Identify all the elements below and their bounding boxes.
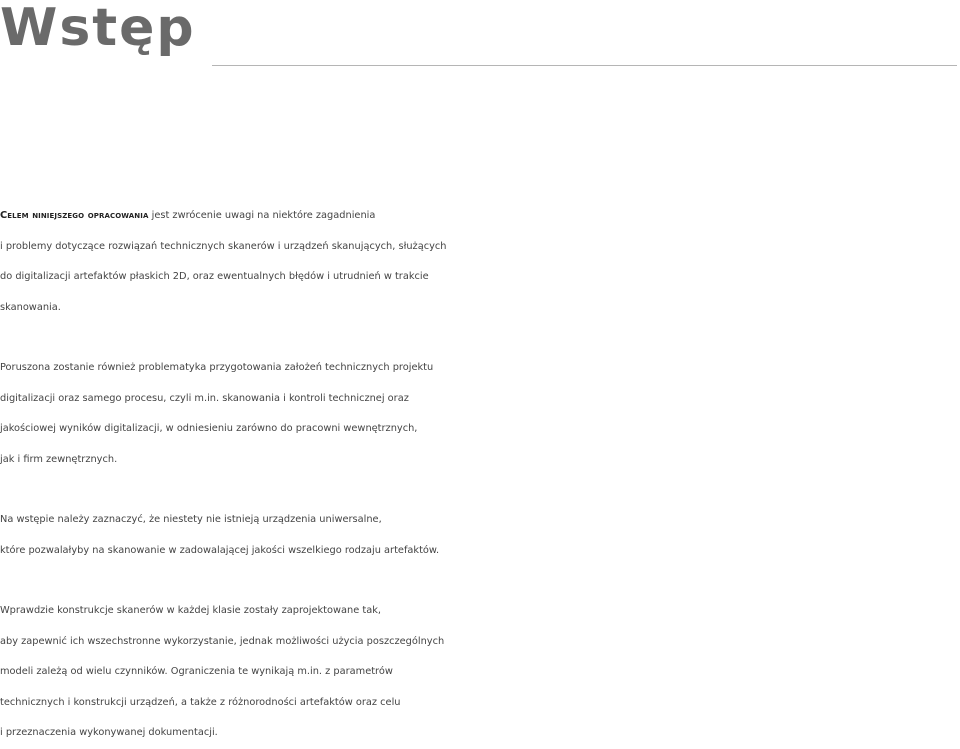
text-line: Poruszona zostanie również problematyka przygotowania założeń technicznych projektu [0,362,434,373]
text-line: jak i firm zewnętrznych. [0,453,118,465]
paragraph-scope [0,353,958,475]
text-line-rest: jest zwrócenie uwagi na niektóre zagadnienia [148,210,376,221]
page-title: Wstęp [0,0,196,58]
text-line: technicznych i konstrukcji urządzeń, a także z różnorodności artefaktów oraz celu [0,696,401,708]
lead-phrase: Celem niniejszego opracowania [0,210,149,221]
document-body [0,201,958,749]
text-line: do digitalizacji artefaktów płaskich 2D, oraz ewentualnych błędów i utrudnień w trakcie [0,271,429,282]
text-line: digitalizacji oraz samego procesu, czyli m.in. skanowania i kontroli technicznej oraz [0,392,409,404]
text-line: i przeznaczenia wykonywanej dokumentacji. [0,727,218,738]
text-line: skanowania. [0,301,61,313]
text-line: i problemy dotyczące rozwiązań technicznych skanerów i urządzeń skanujących, służących [0,240,447,252]
text-line: Na wstępie należy zaznaczyć, że niestety nie istnieją urządzenia uniwersalne, [0,514,382,525]
text-line: jakościowej wyników digitalizacji, w odniesieniu zarówno do pracowni wewnętrznych, [0,423,418,434]
paragraph-intro [0,201,958,323]
text-line: które pozwalałyby na skanowanie w zadowalającej jakości wszelkiego rodzaju artefaktów. [0,544,440,556]
text-line: aby zapewnić ich wszechstronne wykorzystanie, jednak możliwości użycia poszczególnych [0,635,445,647]
title-divider [212,65,957,66]
text-line [0,201,958,232]
text-line: modeli zależą od wielu czynników. Ograniczenia te wynikają m.in. z parametrów [0,666,393,677]
paragraph-constraints [0,596,958,749]
paragraph-note [0,505,958,566]
text-line: Wprawdzie konstrukcje skanerów w każdej klasie zostały zaprojektowane tak, [0,605,382,616]
